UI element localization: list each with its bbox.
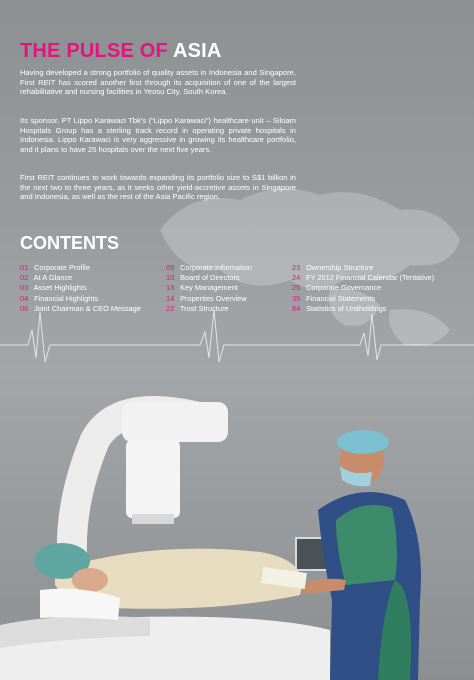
page-title — [20, 40, 222, 63]
contents-item[interactable] — [20, 304, 141, 314]
contents-item[interactable] — [166, 283, 252, 293]
contents-item[interactable] — [292, 304, 434, 314]
item-label: Board of Directors — [180, 273, 240, 283]
page-number: 13 — [166, 283, 175, 293]
item-label: Corporate Profile — [34, 263, 90, 272]
page-number: 02 — [20, 273, 29, 283]
contents-column-1 — [20, 263, 141, 314]
page-number: 06 — [20, 303, 29, 313]
title-highlight: THE PULSE OF — [20, 40, 168, 62]
contents-item[interactable] — [20, 283, 141, 293]
item-label: Statistics of Unitholdings — [306, 303, 387, 313]
contents-heading: CONTENTS — [20, 233, 119, 253]
item-label: Corporate Information — [180, 263, 252, 272]
page-number: 01 — [20, 263, 29, 272]
page-number: 84 — [292, 303, 301, 313]
contents-item[interactable] — [292, 273, 434, 283]
contents-column-3 — [292, 263, 434, 314]
item-label: Financial Statements — [306, 293, 376, 303]
item-label: At A Glance — [33, 273, 73, 283]
page-number: 22 — [166, 303, 175, 313]
contents-item[interactable] — [292, 263, 434, 273]
item-label: Asset Highlights — [33, 283, 87, 293]
intro-paragraph-2: Its sponsor, PT Lippo Karawaci Tbk's (“Lippo Karawaci”) healthcare unit – Siloam Hospitals Group has a sterling track record in operating private hospitals in Indonesia. Lippo Karawaci is very aggressive in growing its healthcare portfolio, and it plans to have 25 hospitals over the next five years. — [20, 116, 296, 154]
page-number: 04 — [20, 293, 29, 303]
contents-item[interactable] — [166, 304, 252, 314]
item-label: Properties Overview — [180, 293, 247, 303]
contents-item[interactable] — [166, 294, 252, 304]
page-number: 23 — [292, 263, 301, 272]
page-number: 14 — [166, 293, 175, 303]
contents-column-2 — [166, 263, 252, 314]
item-label: FY 2012 Financial Calendar (Tentative) — [306, 273, 435, 283]
page-number: 03 — [20, 283, 29, 293]
contents-item[interactable] — [20, 273, 141, 283]
medical-scan-photo — [0, 380, 474, 680]
item-label: Financial Highlights — [34, 293, 99, 303]
item-label: Key Management — [180, 283, 238, 293]
intro-paragraph-1: Having developed a strong portfolio of quality assets in Indonesia and Singapore, First REIT has scored another first through its acquisition of one of the largest rehabilitative and nursing facilities in Yeosu City, South Korea. — [20, 68, 296, 96]
page-number: 35 — [292, 293, 301, 303]
page-number: 24 — [292, 273, 301, 283]
item-label: Corporate Governance — [306, 283, 382, 293]
page-number: 10 — [166, 273, 175, 283]
item-label: Joint Chairman & CEO Message — [34, 303, 141, 313]
page-number: 25 — [292, 283, 301, 293]
contents-item[interactable] — [292, 283, 434, 293]
contents-item[interactable] — [166, 273, 252, 283]
intro-paragraph-3: First REIT continues to work towards expanding its portfolio size to S$1 billion in the next two to three years, as it seeks other yield-accretive assets in Singapore and Indonesia, as well as the rest of the Asia Pacific region. — [20, 173, 296, 201]
contents-item[interactable] — [20, 294, 141, 304]
contents-item[interactable] — [292, 294, 434, 304]
contents-item[interactable] — [166, 263, 252, 273]
page-number: 09 — [166, 263, 175, 272]
item-label: Ownership Structure — [306, 263, 374, 272]
title-rest: ASIA — [167, 40, 222, 62]
contents-item[interactable] — [20, 263, 141, 273]
item-label: Trust Structure — [179, 303, 229, 313]
